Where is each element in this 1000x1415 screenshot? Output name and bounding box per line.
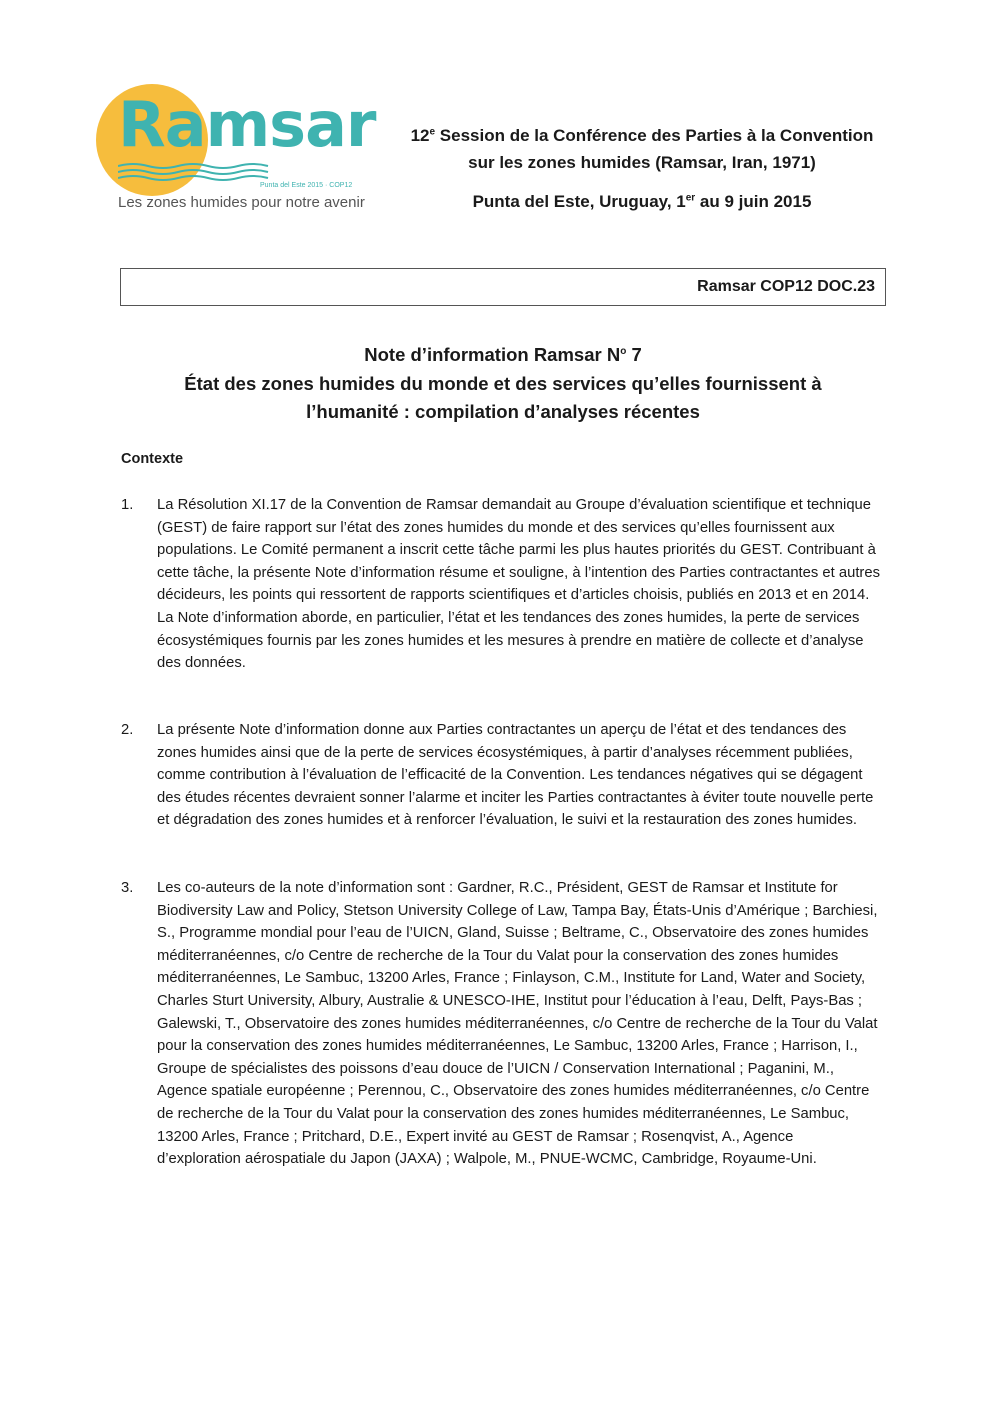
note-title-line2: État des zones humides du monde et des services qu’elles fournissent à	[184, 372, 822, 394]
water-waves-icon	[118, 162, 358, 182]
paragraph-number: 1.	[121, 497, 134, 513]
document-reference-box	[120, 268, 886, 306]
logo-wordmark: Ramsar	[118, 88, 376, 161]
conference-title-line1: 12e Session de la Conférence des Parties à la Convention	[410, 126, 874, 145]
numbered-paragraph	[121, 719, 881, 832]
conference-title-line2: sur les zones humides (Ramsar, Iran, 1971)	[468, 153, 816, 172]
conference-place-date: Punta del Este, Uruguay, 1er au 9 juin 2015	[472, 192, 812, 211]
conference-title	[392, 122, 892, 176]
note-title-line1: Note d’information Ramsar $N^o$ 7	[364, 344, 642, 365]
section-heading: Contexte	[121, 451, 184, 467]
logo-tagline: Les zones humides pour notre avenir	[118, 194, 365, 211]
document-reference: Ramsar COP12 DOC.23	[697, 278, 875, 295]
paragraph-text: La Résolution XI.17 de la Convention de Ramsar demandait au Groupe d’évaluation scientifique et technique (GEST) de faire rapport sur l’état des zones humides du monde et des services qu’elles fournissent aux populations. Le Comité permanent a inscrit cette tâche parmi les plus hautes priorités du GEST. Contribuant à cette tâche, la présente Note d’information résume et souligne, à l’intention des Parties contractantes et autres décideurs, les points qui ressortent de rapports scientifiques et d’articles choisis, publiés en 2013 et en 2014. La Note d’information aborde, en particulier, l’état et les tendances des zones humides, la perte de services écosystémiques fournis par les zones humides et les mesures à prendre en matière de collecte et d’analyse des données.	[157, 497, 880, 672]
paragraph-text: Les co-auteurs de la note d’information sont : Gardner, R.C., Président, GEST de Ramsar et Institute for Biodiversity Law and Policy, Stetson University College of Law, Tampa Bay, États-Unis d’Amérique ; Barchiesi, S., Programme mondial pour l’eau de l’UICN, Gland, Suisse ; Beltrame, C., Observatoire des zones humides méditerranéennes, c/o Centre de recherche de la Tour du Valat pour la conservation des zones humides méditerranéennes, Le Sambuc, 13200 Arles, France ; Finlayson, C.M., Institute for Land, Water and Society, Charles Sturt University, Albury, Australie & UNESCO-IHE, Institut pour l’éducation à l’eau, Delft, Pays-Bas ; Galewski, T., Observatoire des zones humides méditerranéennes, c/o Centre de recherche de la Tour du Valat pour la conservation des zones humides méditerranéennes, Le Sambuc, 13200 Arles, France ; Harrison, I., Groupe de spécialistes des poissons d’eau douce de l’UICN / Conservation International ; Paganini, M., Agence spatiale européenne ; Perennou, C., Observatoire des zones humides méditerranéennes, c/o Centre de recherche de la Tour du Valat pour la conservation des zones humides méditerranéennes, Le Sambuc, 13200 Arles, France ; Pritchard, D.E., Expert invité au GEST de Ramsar ; Rosenqvist, A., Agence d’exploration aérospatiale du Japon (JAXA) ; Walpole, M., PNUE-WCMC, Cambridge, Royaume-Uni.	[157, 880, 878, 1168]
logo-edition-text: Punta del Este 2015 · COP12	[260, 182, 353, 189]
note-title	[120, 341, 886, 427]
paragraph-number: 2.	[121, 722, 134, 738]
paragraph-number: 3.	[121, 880, 134, 896]
ramsar-logo	[96, 84, 396, 216]
numbered-paragraph	[121, 494, 881, 675]
numbered-paragraph	[121, 877, 881, 1171]
paragraph-text: La présente Note d’information donne aux Parties contractantes un aperçu de l’état et des tendances des zones humides ainsi que de la perte de services écosystémiques, à partir d’analyses récemment publiées, comme contribution à l’évaluation de l’efficacité de la Convention. Les tendances négatives qui se dégagent des études récentes devraient sonner l’alarme et inciter les Parties contractantes à éviter toute nouvelle perte et dégradation des zones humides et à renforcer l’évaluation, le suivi et la restauration des zones humides.	[157, 722, 874, 829]
note-title-line3: l’humanité : compilation d’analyses récentes	[306, 401, 700, 422]
